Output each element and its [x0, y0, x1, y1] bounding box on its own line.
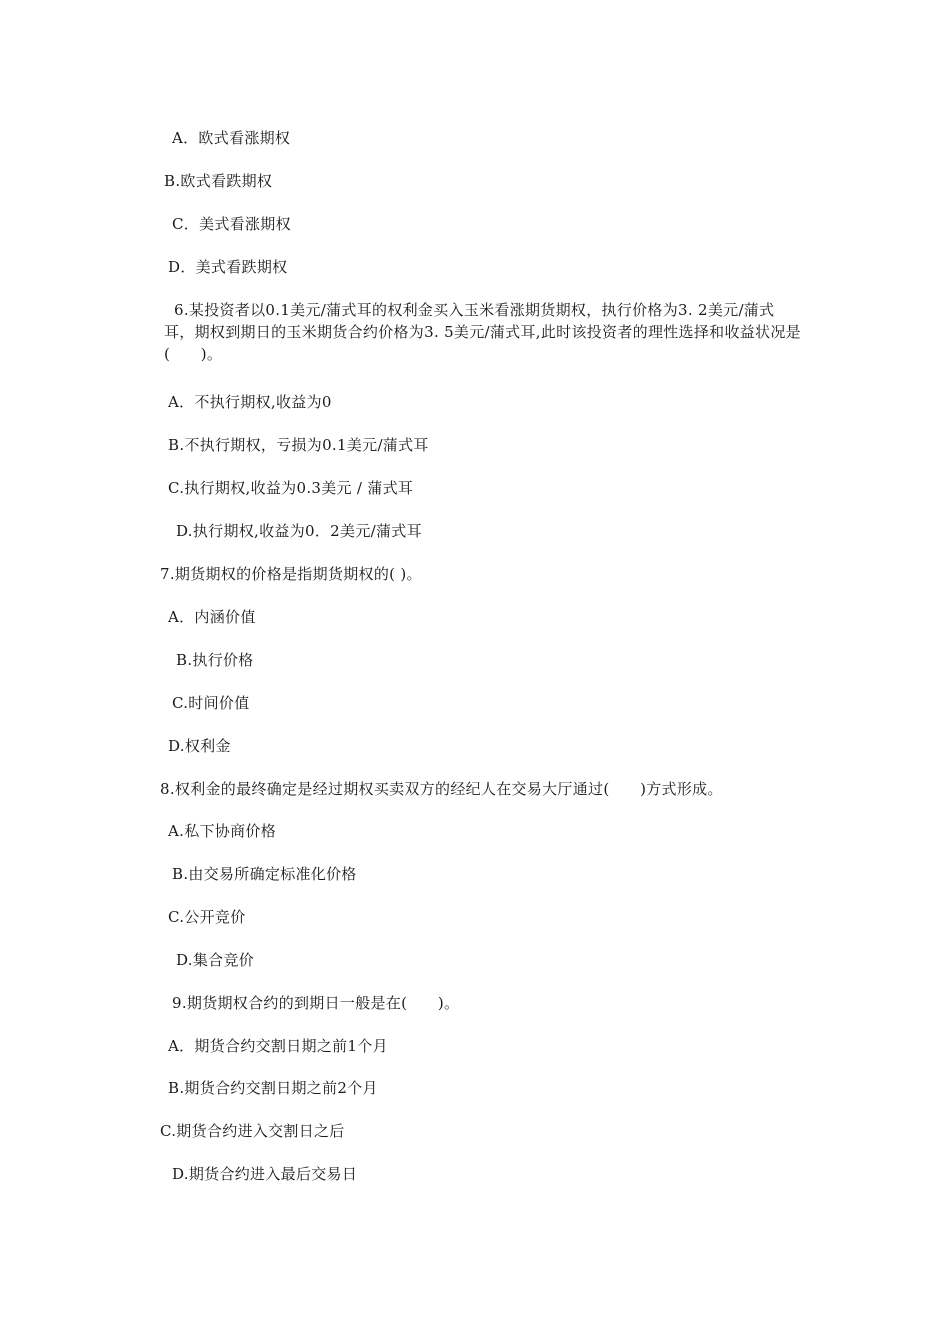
- q8-option-b: B.由交易所确定标准化价格: [172, 865, 357, 883]
- q7-stem: 7.期货期权的价格是指期货期权的( )。: [160, 565, 422, 583]
- q5-option-b: B.欧式看跌期权: [164, 172, 273, 190]
- q9-option-d: D.期货合约进入最后交易日: [172, 1165, 358, 1183]
- q6-option-c: C.执行期权,收益为0.3美元 / 蒲式耳: [168, 479, 414, 497]
- q6-option-b: B.不执行期权，亏损为0.1美元/蒲式耳: [168, 436, 429, 454]
- q7-option-a: A．内涵价值: [168, 608, 256, 626]
- q8-option-d: D.集合竞价: [176, 951, 255, 969]
- q9-option-a: A．期货合约交割日期之前1个月: [168, 1037, 388, 1055]
- q9-stem: 9.期货期权合约的到期日一般是在( )。: [172, 994, 460, 1012]
- q5-option-a: A．欧式看涨期权: [172, 129, 291, 147]
- q8-option-c: C.公开竞价: [168, 908, 246, 926]
- q5-option-c: C．美式看涨期权: [172, 215, 291, 233]
- q8-stem: 8.权利金的最终确定是经过期权买卖双方的经纪人在交易大厅通过( )方式形成。: [160, 780, 723, 798]
- q7-option-d: D.权利金: [168, 737, 231, 755]
- q9-option-c: C.期货合约进入交割日之后: [160, 1122, 345, 1140]
- q6-option-d: D.执行期权,收益为0．2美元/蒲式耳: [176, 522, 422, 540]
- q8-option-a: A.私下协商价格: [168, 822, 277, 840]
- q9-option-b: B.期货合约交割日期之前2个月: [168, 1079, 378, 1097]
- q7-option-b: B.执行价格: [176, 651, 254, 669]
- q6-stem: 6.某投资者以0.1美元/蒲式耳的权利金买入玉米看涨期货期权，执行价格为3. 2美元/蒲式耳，期权到期日的玉米期货合约价格为3. 5美元/蒲式耳,此时该投资者的理性选择和收益状况是( )。: [164, 301, 801, 363]
- q5-option-d: D．美式看跌期权: [168, 258, 288, 276]
- q7-option-c: C.时间价值: [172, 694, 250, 712]
- q6-option-a: A．不执行期权,收益为0: [168, 393, 332, 411]
